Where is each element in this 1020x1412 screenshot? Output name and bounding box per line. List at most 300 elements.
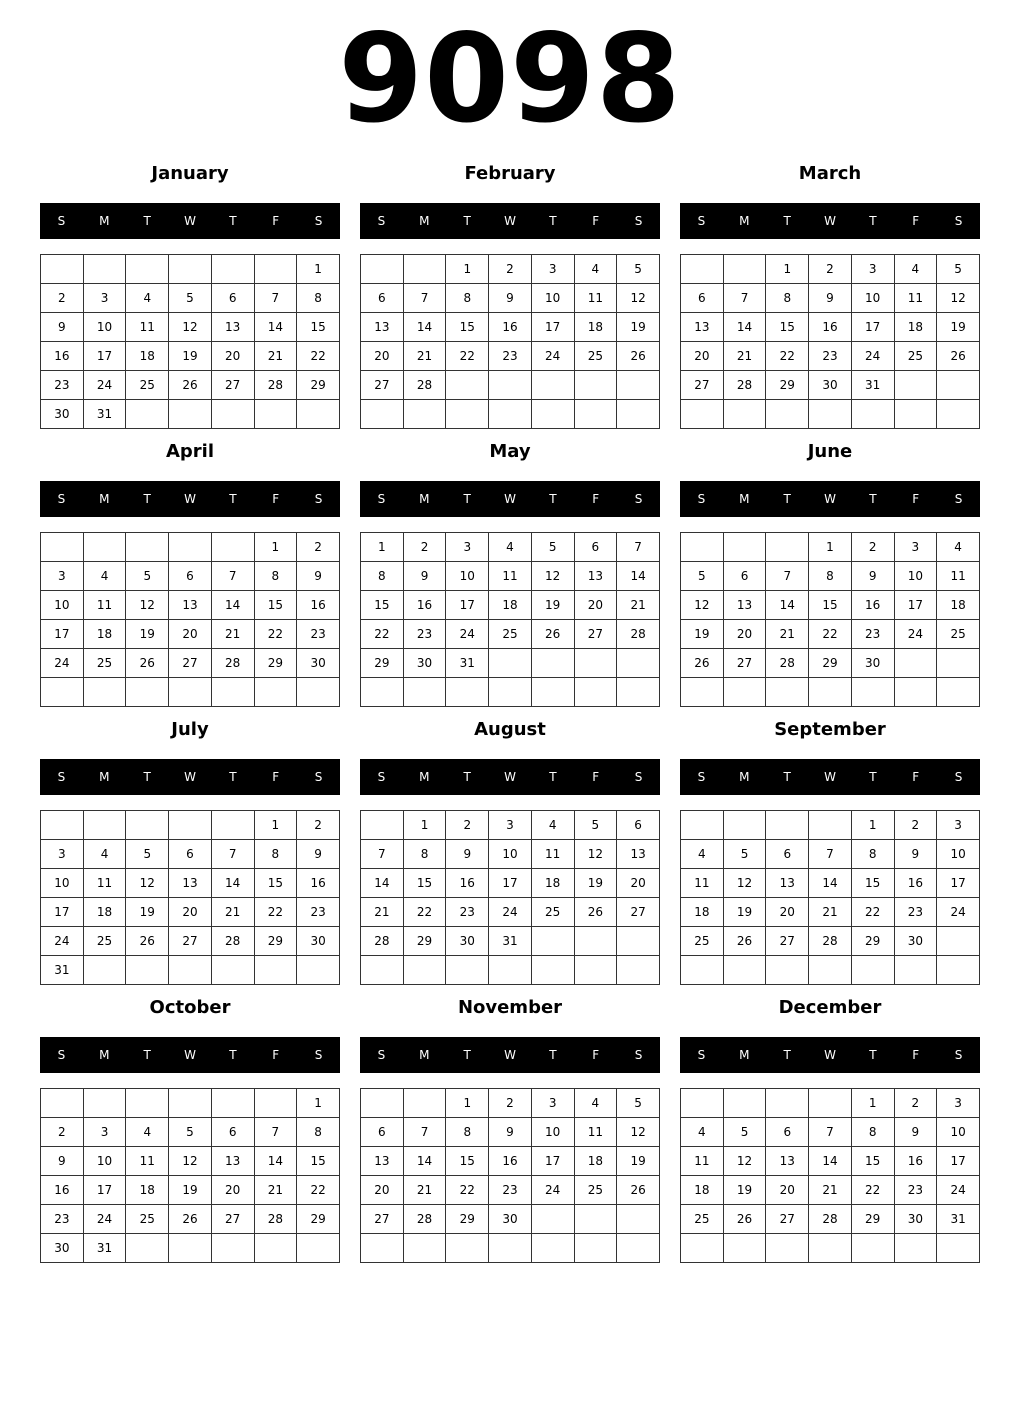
- day-cell: [361, 956, 404, 985]
- day-cell: 27: [766, 1205, 809, 1234]
- day-cell: 23: [41, 1205, 84, 1234]
- day-cell: 19: [937, 313, 980, 342]
- day-cell: 3: [489, 811, 532, 840]
- day-cell: [531, 400, 574, 429]
- day-cell: 8: [446, 284, 489, 313]
- day-cell: 2: [41, 284, 84, 313]
- day-cell: 28: [211, 927, 254, 956]
- day-cell: 7: [211, 562, 254, 591]
- weekday-header: [360, 481, 660, 517]
- day-cell: 19: [574, 869, 617, 898]
- day-cell: 10: [531, 1118, 574, 1147]
- day-cell: [254, 678, 297, 707]
- day-cell: [254, 400, 297, 429]
- week-row: [361, 1118, 660, 1147]
- day-cell: 9: [297, 562, 340, 591]
- day-cell: 29: [361, 649, 404, 678]
- day-cell: 26: [126, 927, 169, 956]
- month-name: November: [457, 997, 563, 1018]
- day-cell: [126, 956, 169, 985]
- weekday-header: [360, 1037, 660, 1073]
- weekday-label: M: [419, 214, 430, 228]
- weekday-label: W: [824, 770, 836, 784]
- weekday-label: S: [697, 214, 706, 228]
- day-cell: 9: [297, 840, 340, 869]
- day-cell: 6: [723, 562, 766, 591]
- day-cell: 30: [41, 400, 84, 429]
- day-cell: [403, 400, 446, 429]
- day-cell: 9: [894, 1118, 937, 1147]
- day-cell: 9: [809, 284, 852, 313]
- day-cell: 21: [809, 1176, 852, 1205]
- day-cell: [41, 811, 84, 840]
- week-row: [41, 313, 340, 342]
- day-cell: [531, 678, 574, 707]
- day-cell: 6: [361, 284, 404, 313]
- week-row: [361, 927, 660, 956]
- weekday-header: [680, 481, 980, 517]
- day-cell: 16: [894, 1147, 937, 1176]
- day-cell: [617, 649, 660, 678]
- weekday-label: S: [634, 492, 643, 506]
- day-cell: 14: [809, 869, 852, 898]
- month-name: July: [171, 719, 209, 740]
- day-cell: 20: [361, 342, 404, 371]
- day-cell: [211, 533, 254, 562]
- day-cell: 7: [361, 840, 404, 869]
- week-row: [41, 255, 340, 284]
- day-cell: [361, 255, 404, 284]
- week-row: [681, 400, 980, 429]
- weekday-label: S: [634, 770, 643, 784]
- day-grid: [40, 532, 340, 707]
- day-cell: 7: [211, 840, 254, 869]
- day-cell: 17: [41, 620, 84, 649]
- day-cell: 25: [937, 620, 980, 649]
- weekday-label: S: [377, 1048, 386, 1062]
- week-row: [361, 284, 660, 313]
- weekday-label: W: [824, 1048, 836, 1062]
- day-cell: 7: [723, 284, 766, 313]
- weekday-label: M: [739, 492, 750, 506]
- day-cell: 14: [617, 562, 660, 591]
- day-cell: 18: [574, 313, 617, 342]
- day-cell: 13: [211, 313, 254, 342]
- day-cell: 8: [254, 840, 297, 869]
- day-cell: 24: [894, 620, 937, 649]
- day-cell: [211, 956, 254, 985]
- day-cell: [531, 927, 574, 956]
- day-cell: [574, 1234, 617, 1263]
- day-cell: 1: [254, 533, 297, 562]
- day-cell: 10: [937, 1118, 980, 1147]
- day-cell: 4: [894, 255, 937, 284]
- week-row: [361, 811, 660, 840]
- day-grid: [680, 810, 980, 985]
- day-cell: 11: [574, 284, 617, 313]
- day-cell: 23: [489, 342, 532, 371]
- day-cell: [894, 678, 937, 707]
- weekday-label: T: [783, 1048, 791, 1062]
- day-cell: 16: [489, 1147, 532, 1176]
- day-cell: 14: [211, 869, 254, 898]
- weekday-header: [40, 481, 340, 517]
- day-cell: [489, 678, 532, 707]
- day-cell: 25: [83, 649, 126, 678]
- day-cell: [169, 400, 212, 429]
- day-cell: [254, 1234, 297, 1263]
- day-grid: [40, 810, 340, 985]
- day-cell: 5: [681, 562, 724, 591]
- day-cell: [851, 1234, 894, 1263]
- week-row: [681, 284, 980, 313]
- weekday-label: F: [912, 1048, 920, 1062]
- day-cell: 25: [489, 620, 532, 649]
- day-cell: 1: [851, 1089, 894, 1118]
- day-cell: 25: [894, 342, 937, 371]
- day-cell: 8: [297, 1118, 340, 1147]
- day-cell: 21: [254, 342, 297, 371]
- week-row: [681, 1205, 980, 1234]
- day-cell: 31: [83, 1234, 126, 1263]
- day-cell: [41, 255, 84, 284]
- weekday-label: S: [314, 770, 323, 784]
- day-cell: [617, 927, 660, 956]
- week-row: [361, 678, 660, 707]
- day-cell: [169, 1234, 212, 1263]
- day-cell: [531, 649, 574, 678]
- day-cell: [766, 811, 809, 840]
- day-cell: 8: [851, 1118, 894, 1147]
- day-cell: 26: [169, 371, 212, 400]
- day-cell: 22: [446, 342, 489, 371]
- week-row: [681, 1147, 980, 1176]
- day-cell: 13: [361, 313, 404, 342]
- weekday-label: M: [99, 1048, 110, 1062]
- day-cell: [809, 811, 852, 840]
- day-cell: 26: [617, 342, 660, 371]
- day-cell: 22: [446, 1176, 489, 1205]
- day-cell: 26: [126, 649, 169, 678]
- weekday-label: S: [57, 1048, 66, 1062]
- day-cell: 27: [169, 649, 212, 678]
- day-cell: 28: [403, 371, 446, 400]
- day-cell: [126, 678, 169, 707]
- day-cell: [937, 678, 980, 707]
- day-cell: 30: [809, 371, 852, 400]
- day-cell: 21: [211, 620, 254, 649]
- day-cell: 4: [574, 1089, 617, 1118]
- week-row: [361, 956, 660, 985]
- day-cell: 6: [681, 284, 724, 313]
- day-cell: 6: [766, 1118, 809, 1147]
- day-cell: 12: [169, 313, 212, 342]
- weekday-label: T: [783, 214, 791, 228]
- day-cell: 13: [169, 869, 212, 898]
- day-cell: 4: [126, 1118, 169, 1147]
- day-cell: 22: [297, 1176, 340, 1205]
- day-cell: 15: [254, 869, 297, 898]
- day-cell: 1: [403, 811, 446, 840]
- month-name: June: [807, 441, 853, 462]
- week-row: [681, 840, 980, 869]
- day-cell: 18: [126, 1176, 169, 1205]
- day-cell: 8: [361, 562, 404, 591]
- day-cell: 19: [169, 342, 212, 371]
- day-cell: 16: [297, 869, 340, 898]
- week-row: [41, 400, 340, 429]
- day-cell: 6: [211, 1118, 254, 1147]
- weekday-label: S: [697, 1048, 706, 1062]
- week-row: [361, 620, 660, 649]
- day-cell: [489, 649, 532, 678]
- weekday-label: S: [57, 770, 66, 784]
- day-cell: 24: [83, 371, 126, 400]
- day-cell: 3: [531, 1089, 574, 1118]
- day-cell: [446, 371, 489, 400]
- day-cell: 15: [851, 1147, 894, 1176]
- day-cell: [937, 956, 980, 985]
- day-cell: [574, 1205, 617, 1234]
- day-cell: [681, 678, 724, 707]
- weekday-label: T: [549, 770, 557, 784]
- day-cell: 15: [297, 313, 340, 342]
- day-cell: 22: [297, 342, 340, 371]
- day-cell: 24: [83, 1205, 126, 1234]
- month-name: August: [474, 719, 546, 740]
- day-cell: 2: [403, 533, 446, 562]
- weekday-header: [40, 1037, 340, 1073]
- day-cell: [446, 400, 489, 429]
- day-cell: [254, 255, 297, 284]
- day-cell: 19: [126, 898, 169, 927]
- day-cell: 2: [489, 1089, 532, 1118]
- week-row: [681, 342, 980, 371]
- day-cell: 12: [574, 840, 617, 869]
- week-row: [681, 1118, 980, 1147]
- day-cell: 15: [361, 591, 404, 620]
- day-cell: [211, 678, 254, 707]
- day-cell: 21: [809, 898, 852, 927]
- day-cell: 26: [723, 927, 766, 956]
- day-cell: 31: [83, 400, 126, 429]
- day-cell: [723, 533, 766, 562]
- day-cell: [574, 400, 617, 429]
- day-cell: [489, 1234, 532, 1263]
- day-cell: [254, 1089, 297, 1118]
- week-row: [361, 533, 660, 562]
- weekday-label: S: [954, 770, 963, 784]
- day-cell: 20: [211, 1176, 254, 1205]
- day-cell: 12: [531, 562, 574, 591]
- day-cell: 16: [851, 591, 894, 620]
- day-cell: [169, 533, 212, 562]
- day-cell: [489, 400, 532, 429]
- day-cell: [126, 533, 169, 562]
- day-cell: 10: [489, 840, 532, 869]
- day-cell: 6: [211, 284, 254, 313]
- week-row: [681, 1176, 980, 1205]
- day-cell: 9: [851, 562, 894, 591]
- weekday-label: T: [463, 1048, 471, 1062]
- day-cell: 10: [937, 840, 980, 869]
- day-cell: 18: [574, 1147, 617, 1176]
- day-cell: 22: [809, 620, 852, 649]
- week-row: [361, 255, 660, 284]
- weekday-label: F: [272, 1048, 280, 1062]
- week-row: [681, 255, 980, 284]
- month-name: October: [149, 997, 231, 1018]
- weekday-label: W: [504, 770, 516, 784]
- day-cell: 15: [446, 313, 489, 342]
- day-cell: [894, 371, 937, 400]
- day-cell: 8: [766, 284, 809, 313]
- day-cell: 29: [297, 371, 340, 400]
- day-cell: 1: [446, 255, 489, 284]
- day-cell: 30: [297, 927, 340, 956]
- weekday-label: W: [504, 492, 516, 506]
- day-cell: [83, 678, 126, 707]
- day-cell: [617, 1234, 660, 1263]
- day-cell: [169, 1089, 212, 1118]
- week-row: [361, 591, 660, 620]
- day-cell: 18: [126, 342, 169, 371]
- week-row: [41, 1176, 340, 1205]
- day-cell: 3: [937, 1089, 980, 1118]
- day-cell: 27: [617, 898, 660, 927]
- day-cell: 15: [851, 869, 894, 898]
- weekday-header: [680, 1037, 980, 1073]
- week-row: [361, 562, 660, 591]
- day-cell: 25: [531, 898, 574, 927]
- week-row: [41, 1205, 340, 1234]
- weekday-label: S: [314, 1048, 323, 1062]
- day-cell: 30: [894, 1205, 937, 1234]
- day-cell: 10: [83, 313, 126, 342]
- month-name: May: [489, 441, 531, 462]
- day-cell: 1: [297, 1089, 340, 1118]
- day-cell: [851, 400, 894, 429]
- day-cell: [211, 255, 254, 284]
- day-cell: 1: [851, 811, 894, 840]
- day-cell: 5: [126, 562, 169, 591]
- day-cell: 13: [211, 1147, 254, 1176]
- day-cell: 2: [41, 1118, 84, 1147]
- weekday-label: W: [824, 492, 836, 506]
- day-cell: 17: [41, 898, 84, 927]
- day-cell: [403, 1234, 446, 1263]
- week-row: [41, 591, 340, 620]
- day-cell: 2: [851, 533, 894, 562]
- day-grid: [360, 1088, 660, 1263]
- day-cell: 22: [254, 620, 297, 649]
- week-row: [681, 927, 980, 956]
- day-cell: [531, 1205, 574, 1234]
- day-grid: [360, 532, 660, 707]
- day-cell: [574, 649, 617, 678]
- day-cell: 17: [531, 1147, 574, 1176]
- week-row: [41, 371, 340, 400]
- weekday-header: [360, 759, 660, 795]
- day-cell: 19: [617, 313, 660, 342]
- day-cell: 25: [574, 342, 617, 371]
- day-cell: 15: [446, 1147, 489, 1176]
- day-cell: 13: [574, 562, 617, 591]
- day-cell: 4: [126, 284, 169, 313]
- day-cell: 29: [809, 649, 852, 678]
- day-cell: 11: [83, 869, 126, 898]
- weekday-label: M: [739, 1048, 750, 1062]
- weekday-label: F: [912, 770, 920, 784]
- day-cell: 3: [41, 840, 84, 869]
- day-cell: 9: [41, 1147, 84, 1176]
- day-cell: 28: [723, 371, 766, 400]
- week-row: [361, 840, 660, 869]
- weekday-label: T: [229, 1048, 237, 1062]
- day-cell: 20: [361, 1176, 404, 1205]
- day-cell: [617, 400, 660, 429]
- weekday-label: T: [549, 492, 557, 506]
- weekday-label: F: [272, 492, 280, 506]
- day-cell: 23: [297, 620, 340, 649]
- day-cell: 3: [446, 533, 489, 562]
- day-cell: 19: [126, 620, 169, 649]
- day-cell: 14: [361, 869, 404, 898]
- day-cell: 13: [766, 1147, 809, 1176]
- day-cell: 27: [766, 927, 809, 956]
- day-cell: 21: [403, 1176, 446, 1205]
- day-cell: 23: [851, 620, 894, 649]
- day-cell: 12: [723, 1147, 766, 1176]
- day-cell: 6: [617, 811, 660, 840]
- week-row: [41, 284, 340, 313]
- day-cell: [211, 1089, 254, 1118]
- day-cell: [531, 371, 574, 400]
- day-cell: 14: [211, 591, 254, 620]
- week-row: [41, 1147, 340, 1176]
- day-cell: [446, 956, 489, 985]
- day-cell: [446, 1234, 489, 1263]
- day-cell: [766, 400, 809, 429]
- day-cell: 24: [489, 898, 532, 927]
- week-row: [41, 1118, 340, 1147]
- day-cell: 4: [489, 533, 532, 562]
- day-cell: 17: [937, 869, 980, 898]
- week-row: [681, 562, 980, 591]
- day-cell: 10: [446, 562, 489, 591]
- day-cell: 1: [361, 533, 404, 562]
- day-cell: 19: [723, 1176, 766, 1205]
- day-cell: 20: [169, 898, 212, 927]
- day-cell: [894, 956, 937, 985]
- weekday-label: S: [954, 214, 963, 228]
- day-cell: [297, 1234, 340, 1263]
- week-row: [41, 1089, 340, 1118]
- day-cell: 21: [254, 1176, 297, 1205]
- day-cell: 20: [574, 591, 617, 620]
- day-cell: [937, 1234, 980, 1263]
- weekday-label: S: [314, 214, 323, 228]
- day-cell: 4: [937, 533, 980, 562]
- week-row: [361, 313, 660, 342]
- weekday-label: S: [314, 492, 323, 506]
- day-cell: [681, 956, 724, 985]
- day-cell: 31: [41, 956, 84, 985]
- week-row: [41, 678, 340, 707]
- day-cell: [723, 400, 766, 429]
- day-cell: 11: [126, 313, 169, 342]
- day-cell: [126, 1089, 169, 1118]
